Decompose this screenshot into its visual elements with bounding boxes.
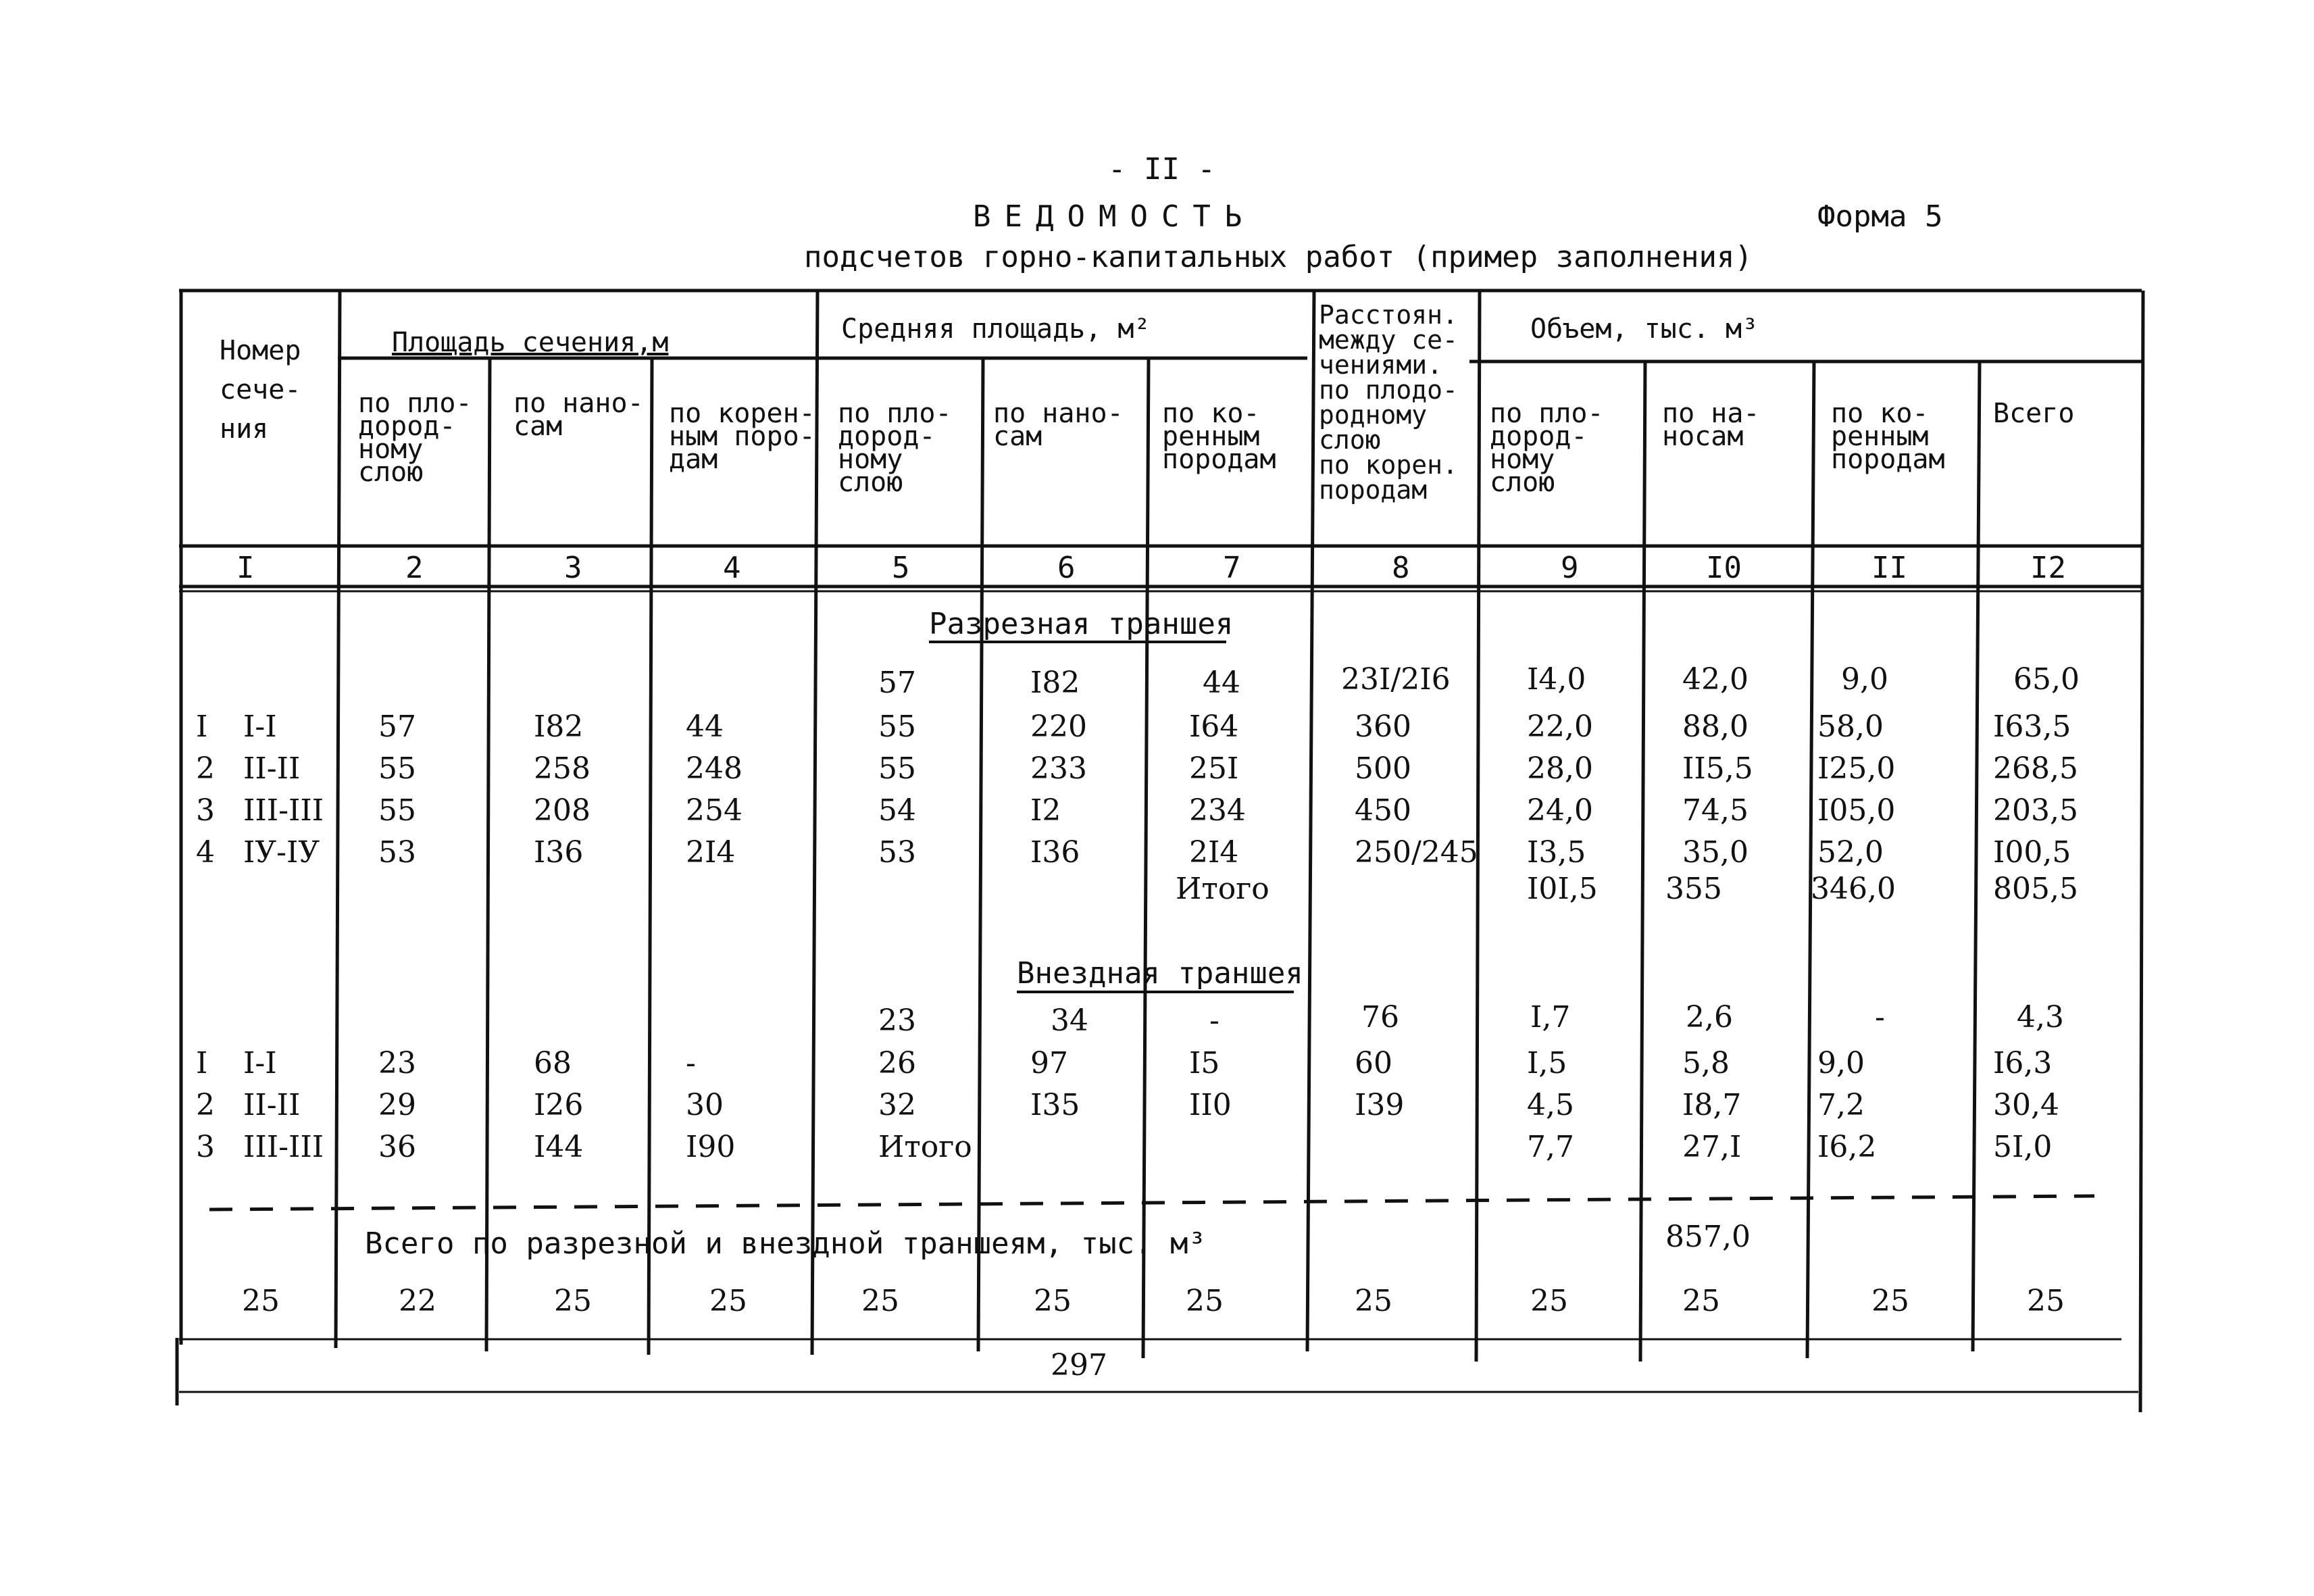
table-cell: 55	[878, 751, 916, 786]
table-cell: I6,2	[1817, 1130, 1877, 1164]
col-num-2: 2	[405, 551, 424, 585]
table-cell: II5,5	[1682, 751, 1753, 786]
table-cell: I00,5	[1993, 835, 2071, 870]
table-cell: 3	[196, 793, 215, 828]
cell: 23	[878, 1003, 916, 1038]
table-cell: IУ-IУ	[243, 835, 320, 870]
table-cell: 208	[534, 793, 590, 828]
cell: 23I/2I6	[1341, 662, 1451, 697]
table-cell: I39	[1355, 1088, 1405, 1122]
table-cell: I82	[534, 709, 584, 744]
header-group-average: Средняя площадь, м²	[841, 314, 1151, 345]
cell: 355	[1665, 872, 1722, 906]
width-value: 25	[1034, 1284, 1072, 1318]
table-cell: 220	[1030, 709, 1087, 744]
document-title: ВЕДОМОСТЬ	[973, 199, 1256, 234]
col-num-6: 6	[1057, 551, 1076, 585]
header-sub-5: по пло- дород- ному слою	[838, 398, 952, 498]
table-cell: 450	[1355, 793, 1411, 828]
table-cell: I5	[1189, 1046, 1220, 1080]
header-sub-9: по пло- дород- ному слою	[1490, 398, 1604, 498]
table-cell: 52,0	[1817, 835, 1884, 870]
section-title: Внездная траншея	[1017, 956, 1303, 991]
table-cell: 22,0	[1527, 709, 1593, 744]
width-value: 25	[861, 1284, 899, 1318]
col-num-1: I	[236, 551, 255, 585]
cell: 34	[1051, 1003, 1088, 1038]
table-cell: 2	[196, 751, 215, 786]
table-cell: III-III	[243, 793, 324, 828]
cell: I0I,5	[1527, 872, 1598, 906]
document-subtitle: подсчетов горно-капитальных работ (пример заполнения)	[804, 240, 1753, 274]
header-sub-6: по нано- сам	[993, 398, 1124, 452]
header-sub-4: по корен- ным поро- дам	[669, 398, 815, 475]
table-cell: III-III	[243, 1130, 324, 1164]
col-num-12: I2	[2030, 551, 2066, 585]
cell: 346,0	[1811, 872, 1896, 906]
table-cell: 7,7	[1527, 1130, 1574, 1164]
form-label: Форма 5	[1817, 199, 1943, 234]
page-number: - II -	[1108, 152, 1215, 186]
col-num-3: 3	[564, 551, 582, 585]
col-num-9: 9	[1561, 551, 1579, 585]
col-num-10: I0	[1706, 551, 1742, 585]
col-num-11: II	[1871, 551, 1907, 585]
header-sub-3: по нано- сам	[513, 388, 644, 442]
total-width: 297	[1051, 1348, 1107, 1382]
col-num-8: 8	[1392, 551, 1410, 585]
section-title: Разрезная траншея	[929, 607, 1234, 641]
cell: 2,6	[1686, 1000, 1733, 1034]
header-sub-12: Всего	[1993, 398, 2075, 429]
table-cell: I44	[534, 1130, 584, 1164]
col-num-7: 7	[1223, 551, 1241, 585]
cell: 57	[878, 666, 916, 700]
table-cell: 57	[378, 709, 416, 744]
table-cell: 2I4	[686, 835, 736, 870]
table-cell: 28,0	[1527, 751, 1593, 786]
table-cell: 88,0	[1682, 709, 1749, 744]
table-cell: 30	[686, 1088, 724, 1122]
table-cell: 35,0	[1682, 835, 1749, 870]
table-cell: I-I	[243, 709, 277, 744]
table-cell: 44	[686, 709, 724, 744]
table-cell: I36	[534, 835, 584, 870]
table-cell: 250/245	[1355, 835, 1478, 870]
table-cell: 4,5	[1527, 1088, 1574, 1122]
cell: 65,0	[2013, 662, 2080, 697]
table-cell: 5,8	[1682, 1046, 1730, 1080]
width-value: 25	[1355, 1284, 1392, 1318]
cell: 805,5	[1993, 872, 2078, 906]
table-cell: I-I	[243, 1046, 277, 1080]
table-cell: 234	[1189, 793, 1246, 828]
table-cell: Итого	[878, 1130, 972, 1164]
table-cell: I64	[1189, 709, 1239, 744]
width-value: 25	[709, 1284, 747, 1318]
table-cell: 53	[878, 835, 916, 870]
table-cell: 7,2	[1817, 1088, 1865, 1122]
cell: 76	[1361, 1000, 1399, 1034]
table-cell: I	[196, 709, 208, 744]
col-num-4: 4	[723, 551, 741, 585]
header-sub-11: по ко- ренным породам	[1831, 398, 1945, 475]
header-group-area: Площадь сечения,м	[392, 327, 669, 358]
header-distance: Расстоян. между се- чениями. по плодо- родному слою по корен. породам	[1319, 300, 1458, 505]
table-cell: 58,0	[1817, 709, 1884, 744]
table-cell: 55	[378, 751, 416, 786]
table-cell: 36	[378, 1130, 416, 1164]
table-cell: 68	[534, 1046, 572, 1080]
table-cell: 23	[378, 1046, 416, 1080]
cell: I82	[1030, 666, 1080, 700]
table-cell: 55	[378, 793, 416, 828]
table-cell: 3	[196, 1130, 215, 1164]
table-cell: II0	[1189, 1088, 1232, 1122]
table-cell: 258	[534, 751, 590, 786]
table-cell: 25I	[1189, 751, 1239, 786]
table-cell: II-II	[243, 1088, 301, 1122]
width-value: 22	[399, 1284, 436, 1318]
table-cell: I63,5	[1993, 709, 2071, 744]
table-cell: I	[196, 1046, 208, 1080]
width-value: 25	[1530, 1284, 1568, 1318]
cell: 42,0	[1682, 662, 1749, 697]
total-label: Итого	[1176, 872, 1269, 906]
table-cell: 54	[878, 793, 916, 828]
table-cell: 26	[878, 1046, 916, 1080]
table-cell: 74,5	[1682, 793, 1749, 828]
table-cell: I36	[1030, 835, 1080, 870]
table-cell: 30,4	[1993, 1088, 2059, 1122]
table-cell: I6,3	[1993, 1046, 2053, 1080]
table-cell: 29	[378, 1088, 416, 1122]
header-section-number: Номер сече- ния	[220, 335, 301, 445]
table-cell: 2I4	[1189, 835, 1239, 870]
width-value: 25	[1682, 1284, 1720, 1318]
table-cell: 9,0	[1817, 1046, 1865, 1080]
header-group-volume: Объем, тыс. м³	[1530, 314, 1759, 345]
width-value: 25	[554, 1284, 592, 1318]
table-cell: I26	[534, 1088, 584, 1122]
table-cell: I90	[686, 1130, 736, 1164]
cell: 44	[1203, 666, 1240, 700]
table-cell: I8,7	[1682, 1088, 1742, 1122]
header-sub-7: по ко- ренным породам	[1162, 398, 1276, 475]
width-value: 25	[1871, 1284, 1909, 1318]
table-cell: 254	[686, 793, 743, 828]
table-cell: 268,5	[1993, 751, 2078, 786]
table-cell: I35	[1030, 1088, 1080, 1122]
header-sub-2: по пло- дород- ному слою	[358, 388, 472, 488]
table-cell: I25,0	[1817, 751, 1896, 786]
table-cell: 203,5	[1993, 793, 2078, 828]
table-cell: II-II	[243, 751, 301, 786]
table-cell: 4	[196, 835, 215, 870]
table-cell: 27,I	[1682, 1130, 1742, 1164]
cell: -	[1209, 1003, 1219, 1038]
table-cell: 97	[1030, 1046, 1068, 1080]
cell: 9,0	[1841, 662, 1888, 697]
table-cell: 32	[878, 1088, 916, 1122]
grand-total-value: 857,0	[1665, 1220, 1751, 1254]
table-cell: 55	[878, 709, 916, 744]
cell: -	[1875, 1000, 1885, 1034]
width-value: 25	[242, 1284, 280, 1318]
table-cell: 24,0	[1527, 793, 1593, 828]
table-cell: 500	[1355, 751, 1411, 786]
table-cell: 2	[196, 1088, 215, 1122]
table-cell: 60	[1355, 1046, 1392, 1080]
table-cell: 248	[686, 751, 743, 786]
table-cell: -	[686, 1046, 696, 1080]
table-cell: 53	[378, 835, 416, 870]
grand-total-label: Всего по разрезной и внездной траншеям, тыс. м³	[365, 1226, 1207, 1261]
table-cell: I,5	[1527, 1046, 1567, 1080]
cell: 4,3	[2017, 1000, 2064, 1034]
col-num-5: 5	[892, 551, 910, 585]
cell: I4,0	[1527, 662, 1586, 697]
table-cell: 5I,0	[1993, 1130, 2053, 1164]
table-cell: I3,5	[1527, 835, 1586, 870]
table-cell: I2	[1030, 793, 1061, 828]
table-cell: 360	[1355, 709, 1411, 744]
header-sub-10: по на- носам	[1662, 398, 1760, 452]
cell: I,7	[1530, 1000, 1571, 1034]
table-cell: 233	[1030, 751, 1087, 786]
width-value: 25	[1186, 1284, 1224, 1318]
width-value: 25	[2027, 1284, 2065, 1318]
table-cell: I05,0	[1817, 793, 1896, 828]
